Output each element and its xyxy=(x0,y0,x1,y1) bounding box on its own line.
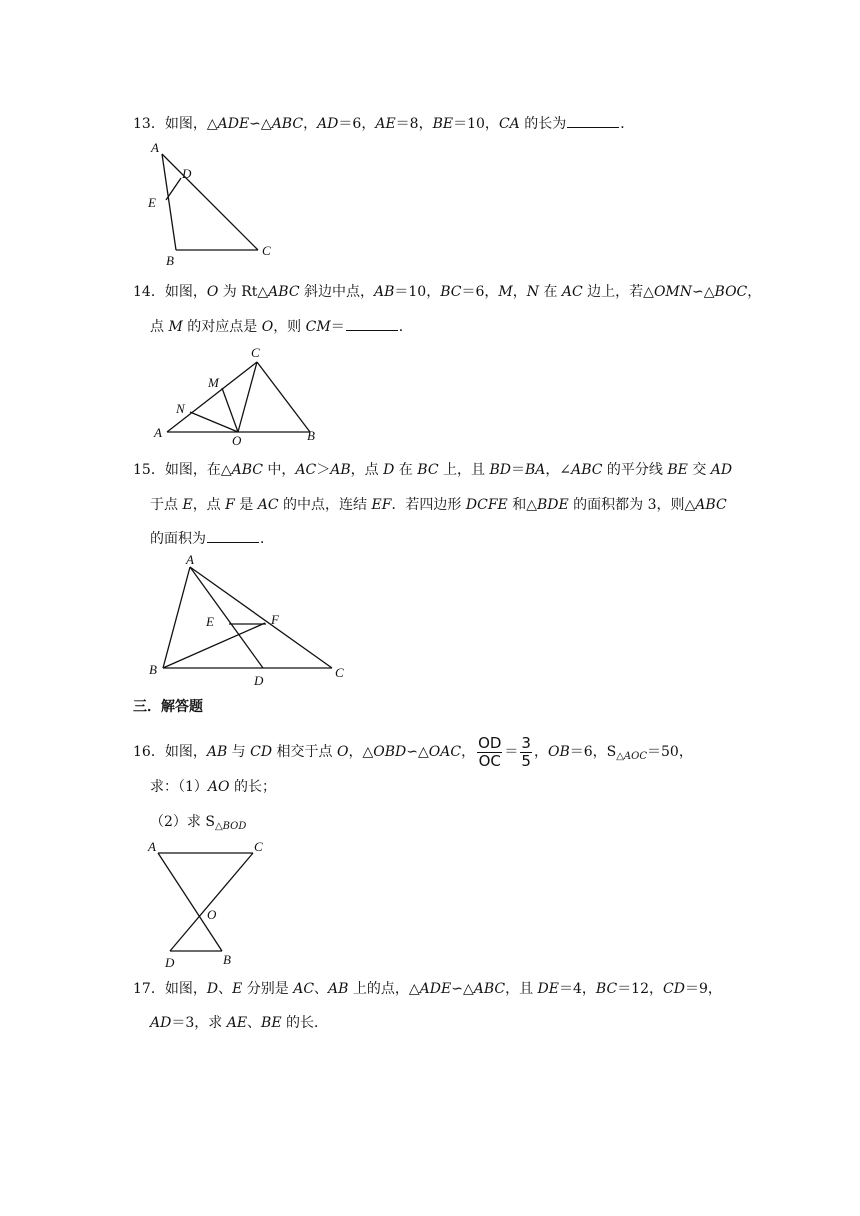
q15-label-e: E xyxy=(206,614,214,629)
q16-line1: 16．如图，AB 与 CD 相交于点 O，△OBD∽△OAC， $\frac{OD}{OC}$ ＝ $\frac{3}{5}$ ，OB＝6，$S_{\triangle AOC}=50$， xyxy=(133,733,693,770)
q13-label-a: A xyxy=(151,140,159,155)
q16-line3: （2）求 $S_{\triangle BOD}$ xyxy=(150,814,247,832)
q15-number: 15． xyxy=(133,462,165,478)
q15-line2: 于点 E，点 F 是 AC 的中点，连结 EF．若四边形 DCFE 和△BDE 的面积都为 3，则△ABC xyxy=(150,497,727,513)
q15-line3: 的面积为 ． xyxy=(150,528,274,549)
q14-label-m: M xyxy=(208,375,219,390)
q13-label-d: D xyxy=(182,166,192,181)
q13-label-b: B xyxy=(166,253,174,268)
q13-label-e: E xyxy=(148,195,156,210)
q16-label-d: D xyxy=(165,955,175,970)
q15-label-d: D xyxy=(254,673,264,688)
answer-blank[interactable] xyxy=(207,528,259,543)
answer-blank[interactable] xyxy=(567,113,619,128)
q14-label-a: A xyxy=(154,425,162,440)
q14-label-n: N xyxy=(176,401,185,416)
q15-label-b: B xyxy=(149,662,157,677)
q16-line2: 求：（1）AO 的长； xyxy=(150,779,276,795)
answer-blank[interactable] xyxy=(346,316,398,331)
q15-label-f: F xyxy=(271,612,279,627)
q14-line1: 14．如图，O 为 Rt△ABC 斜边中点，AB＝10，BC＝6，M，N 在 AC 边上，若△OMN∽△BOC， xyxy=(133,284,762,300)
q16-label-o: O xyxy=(207,907,217,922)
q15-line1: 15．如图，在△ABC 中，AC＞AB，点 D 在 BC 上，且 BD＝BA，∠ABC 的平分线 BE 交 AD xyxy=(133,462,733,478)
q17-line2: AD＝3，求 AE、BE 的长． xyxy=(150,1015,329,1031)
q14-line2: 点 M 的对应点是 O，则 CM＝ ． xyxy=(150,316,413,337)
q17-number: 17． xyxy=(133,981,165,997)
section-heading: 三．解答题 xyxy=(133,699,203,715)
q14-label-b: B xyxy=(307,428,315,443)
fraction-od-oc: $\frac{OD}{OC}$ xyxy=(478,733,502,770)
q16-label-a: A xyxy=(148,839,156,854)
q14-label-c: C xyxy=(251,345,260,360)
q15-label-c: C xyxy=(335,665,344,680)
q13-label-c: C xyxy=(262,243,271,258)
q16-label-b: B xyxy=(223,952,231,967)
q17-line1: 17．如图，D、E 分别是 AC、AB 上的点，△ADE∽△ABC，且 DE＝4，BC＝12，CD＝9， xyxy=(133,981,722,997)
q13-text: 13．如图，△ADE∽△ABC，AD＝6，AE＝8，BE＝10，CA 的长为 ． xyxy=(133,113,634,134)
q16-label-c: C xyxy=(254,839,263,854)
fraction-3-5: $\frac{3}{5}$ xyxy=(521,733,531,770)
q15-label-a: A xyxy=(186,552,194,567)
q13-number: 13． xyxy=(133,116,165,132)
q14-number: 14． xyxy=(133,284,165,300)
q16-number: 16． xyxy=(133,744,165,760)
q14-label-o: O xyxy=(232,433,242,448)
